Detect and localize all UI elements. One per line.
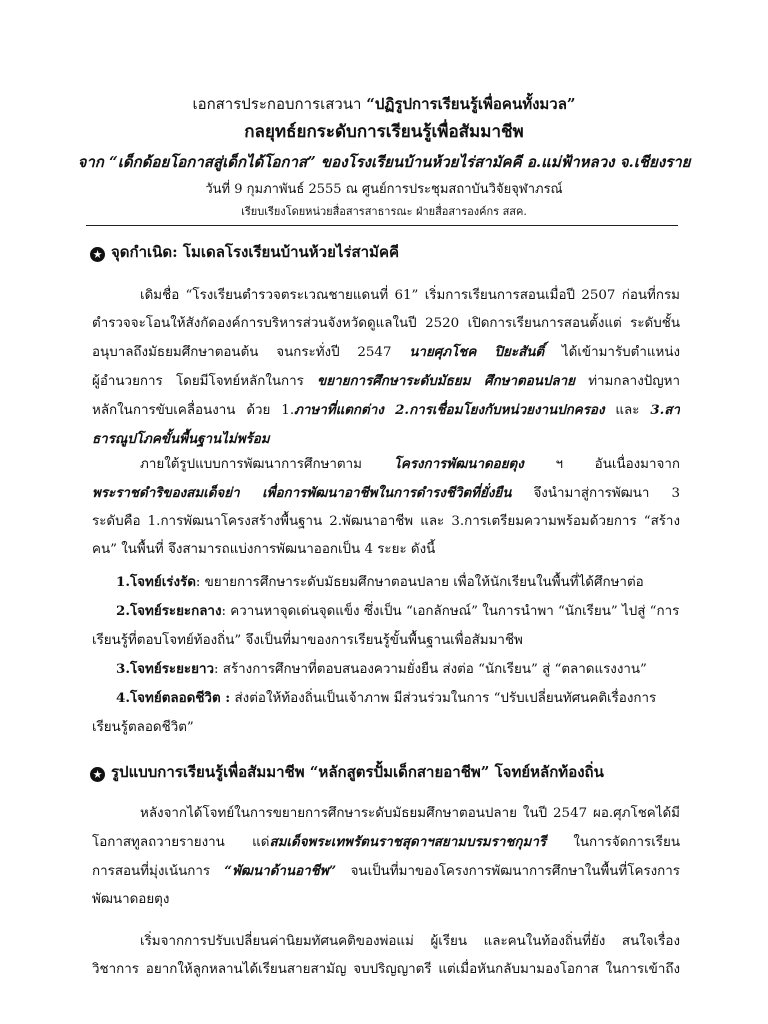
- text-line: ธารณูปโภคขั้นพื้นฐานไม่พร้อม: [92, 431, 270, 447]
- royal-name: สมเด็จพระเทพรัตนราชสุดาฯสยามบรมราชกุมารี: [269, 834, 547, 850]
- header-compiled-by: เรียบเรียงโดยหน่วยสื่อสารสาธารณะ ฝ่ายสื่อสารองค์กร สสค.: [241, 205, 527, 218]
- header-line-seminar: [0, 92, 768, 116]
- header-line-source: [0, 150, 768, 174]
- project-name: โครงการพัฒนาดอยตุง: [393, 456, 524, 472]
- star-circle-icon: ★: [90, 767, 105, 782]
- list-item: 4.โจทย์ตลอดชีวิต : ส่งต่อให้ท้องถิ่นเป็นเจ้าภาพ มีส่วนร่วมในการ “ปรับเปลี่ยนทัศนคติเรื่องการ: [116, 690, 657, 706]
- emphasis-text: ภาษาที่แตกต่าง 2.การเชื่อมโยงกับหน่วยงานปกครอง: [294, 402, 605, 418]
- text-line: พัฒนาดอยตุง: [92, 892, 170, 907]
- source-quote: “เด็กด้อยโอกาสสู่เด็กได้โอกาส”: [109, 153, 316, 171]
- text-line: ตำรวจจะโอนให้สังกัดองค์การบริหารส่วนจังหวัดดูแลในปี 2520 เปิดการเรียนการสอนตั้งแต่ ระดับชั้น: [92, 316, 680, 331]
- text-line: เริ่มจากการปรับเปลี่ยนค่านิยมทัศนคติของพ่อแม่ ผู้เรียน และคนในท้องถิ่นที่ยัง สนใจเรื่อง: [140, 934, 680, 949]
- header-date-venue: วันที่ 9 กุมภาพันธ์ 2555 ณ ศูนย์การประชุมสถาบันวิจัยจุฬาภรณ์: [205, 182, 563, 197]
- list-item-continuation: เรียนรู้ที่ตอบโจทย์ท้องถิ่น” จึงเป็นที่มาของการเรียนรู้ขั้นพื้นฐานเพื่อสัมมาชีพ: [92, 633, 523, 648]
- phase-list: [92, 568, 680, 742]
- text-line: หลักในการขับเคลื่อนงาน ด้วย 1.ภาษาที่แตกต่าง 2.การเชื่อมโยงกับหน่วยงานปกครอง และ 3.สา: [92, 402, 680, 418]
- section-title: จุดกำเนิด: โมเดลโรงเรียนบ้านห้วยไร่สามัคคี: [111, 243, 400, 261]
- section-heading-origin: [90, 240, 399, 264]
- list-item-continuation: เรียนรู้ตลอดชีวิต”: [92, 720, 194, 735]
- text-line: การสอนที่มุ่งเน้นการ “พัฒนาด้านอาชีพ” จนเป็นที่มาของโครงการพัฒนาการศึกษาในพื้นที่โครงการ: [92, 863, 680, 879]
- list-item: 3.โจทย์ระยะยาว: สร้างการศึกษาที่ตอบสนองความยั่งยืน ส่งต่อ “นักเรียน” สู่ “ตลาดแรงงาน”: [116, 661, 647, 677]
- emphasis-text: 3.สา: [650, 402, 680, 418]
- emphasis-text: ขยายการศึกษาระดับมัธยม ศึกษาตอนปลาย: [317, 373, 575, 389]
- text-line: วิชาการ อยากให้ลูกหลานได้เรียนสายสามัญ จบปริญญาตรี แต่เมื่อหันกลับมามองโอกาส ในการเข้าถึง: [92, 962, 680, 977]
- text-line: โอกาสทูลถวายรายงาน แด่สมเด็จพระเทพรัตนราชสุดาฯสยามบรมราชกุมารี ในการจัดการเรียน: [92, 834, 680, 850]
- source-rest: ของโรงเรียนบ้านห้วยไร่สามัคคี อ.แม่ฟ้าหลวง จ.เชียงราย: [315, 153, 691, 171]
- text-line: อนุบาลถึงมัธยมศึกษาตอนต้น จนกระทั่งปี 2547 นายศุภโชค ปิยะสันติ์ ได้เข้ามารับตำแหน่ง: [92, 344, 680, 360]
- section-heading-learning-model: [90, 760, 604, 784]
- paragraph-attitude-change: [92, 928, 680, 984]
- list-item: 2.โจทย์ระยะกลาง: ควานหาจุดเด่นจุดแข็ง ซึ่งเป็น “เอกลักษณ์” ในการนำพา “นักเรียน” ไปสู่ “การ: [116, 603, 680, 619]
- text-line: ผู้อำนวยการ โดยมีโจทย์หลักในการ ขยายการศึกษาระดับมัธยม ศึกษาตอนปลาย ท่ามกลางปัญหา: [92, 373, 680, 389]
- section-title: รูปแบบการเรียนรู้เพื่อสัมมาชีพ “หลักสูตรปั้มเด็กสายอาชีพ” โจทย์หลักท้องถิ่น: [111, 763, 604, 781]
- star-circle-icon: ★: [90, 247, 105, 262]
- text-line: เดิมชื่อ “โรงเรียนตำรวจตระเวณชายแดนที่ 61” เริ่มการเรียนการสอนเมื่อปี 2507 ก่อนที่กรม: [140, 288, 680, 303]
- emphasis-text: “พัฒนาด้านอาชีพ”: [224, 863, 337, 879]
- document-title: กลยุทธ์ยกระดับการเรียนรู้เพื่อสัมมาชีพ: [244, 122, 524, 142]
- list-item: 1.โจทย์เร่งรัด: ขยายการศึกษาระดับมัธยมศึกษาตอนปลาย เพื่อให้นักเรียนในพื้นที่ได้ศึกษาต่อ: [116, 574, 644, 590]
- paragraph-origin-history: [92, 282, 680, 453]
- paragraph-development-model: [92, 450, 680, 564]
- text-line: หลังจากได้โจทย์ในการขยายการศึกษาระดับมัธยมศึกษาตอนปลาย ในปี 2547 ผอ.ศุภโชคได้มี: [140, 806, 680, 821]
- emphasis-text: พระราชดำริของสมเด็จย่า เพื่อการพัฒนาอาชีพในการดำรงชีวิตที่ยั่งยืน: [92, 485, 512, 501]
- seminar-prefix: เอกสารประกอบการเสวนา: [192, 95, 367, 113]
- text-line: พระราชดำริของสมเด็จย่า เพื่อการพัฒนาอาชีพในการดำรงชีวิตที่ยั่งยืน จึงนำมาสู่การพัฒนา 3: [92, 485, 680, 501]
- seminar-title: “ปฏิรูปการเรียนรู้เพื่อคนทั้งมวล”: [366, 95, 576, 113]
- source-prefix: จาก: [77, 153, 110, 171]
- text-line: ระดับคือ 1.การพัฒนาโครงสร้างพื้นฐาน 2.พัฒนาอาชีพ และ 3.การเตรียมความพร้อมด้วยการ “สร้าง: [92, 514, 680, 529]
- text-line: คน” ในพื้นที่ จึงสามารถแบ่งการพัฒนาออกเป็น 4 ระยะ ดังนี้: [92, 542, 436, 557]
- header-divider: [86, 225, 678, 226]
- director-name: นายศุภโชค ปิยะสันติ์: [409, 344, 545, 360]
- paragraph-career-development: [92, 800, 680, 914]
- text-line: ภายใต้รูปแบบการพัฒนาการศึกษาตาม โครงการพัฒนาดอยตุง ฯ อันเนื่องมาจาก: [140, 456, 680, 472]
